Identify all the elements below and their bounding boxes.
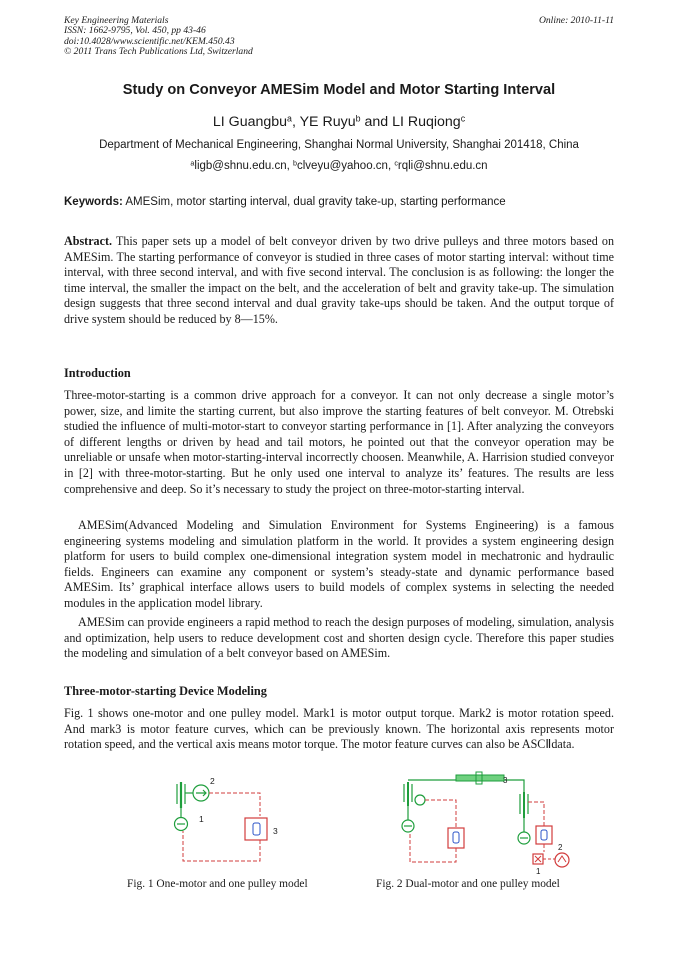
modeling-heading: Three-motor-starting Device Modeling	[64, 684, 267, 698]
modeling-paragraph: Fig. 1 shows one-motor and one pulley model. Mark1 is motor output torque. Mark2 is motor rotation speed. And mark3 is motor feature curves, which can be previously known. The horizontal axis represents motor rotation speed, and the vertical axis means motor torque. The motor feature curves can also be ASCⅡdata.	[64, 706, 614, 752]
fig1-signal-line-top	[209, 793, 260, 816]
journal-name: Key Engineering Materials	[64, 15, 169, 26]
fig2-output-sensor-glyph	[558, 856, 566, 862]
keywords-label: Keywords:	[64, 196, 123, 208]
email-3-mark: c	[394, 159, 398, 168]
figure-2-caption: Fig. 2 Dual-motor and one pulley model	[376, 878, 560, 890]
fig2-label-1: 1	[536, 867, 541, 876]
intro-paragraph-2: AMESim(Advanced Modeling and Simulation Environment for Systems Engineering) is a famous engineering systems modeling and simulation platform in the world. It provides a system engineering design platform for users to build complex one-dimensional integration system model in mechatronic and hydraulic fields. Engineers can examine any component or system’s steady-state and dynamic performance based AMESim. Its’ graphical interface allows users to build models of complex systems in selecting the needed modules in the application model library.	[64, 518, 614, 610]
fig2-signal-1-top	[425, 800, 456, 828]
email-1-mark: a	[190, 159, 195, 168]
fig2-motor-links	[408, 806, 524, 832]
journal-header	[64, 16, 253, 57]
email-separator: ,	[387, 160, 395, 172]
abstract-text: This paper sets up a model of belt conveyor driven by two drive pulleys and three motors based on AMESim. The starting performance of conveyor is studied in three cases of motor starting interval: without time interval, with three second interval, and with five second interval. The conclusion is as following: the longer the time interval, the smaller the impact on the belt, and the acceleration of belt and gravity take-up. The simulation design suggests that three second interval and dual gravity take-ups should be taken. And the output torque of drive system should be reduced by 8—15%.	[64, 234, 614, 326]
author-line	[0, 114, 678, 130]
fig2-signal-2-top	[528, 802, 544, 826]
doi-line: doi:10.4028/www.scientific.net/KEM.450.43	[64, 35, 235, 47]
affiliation: Department of Mechanical Engineering, Shanghai Normal University, Shanghai 201418, China	[99, 139, 579, 151]
introduction-heading: Introduction	[64, 366, 131, 380]
figure-1-caption: Fig. 1 One-motor and one pulley model	[127, 878, 308, 890]
author-2: YE Ruyu	[299, 114, 356, 130]
fig1-label-2: 2	[210, 778, 215, 786]
author-3-mark: c	[460, 113, 466, 124]
issn-line: ISSN: 1662-9795, Vol. 450, pp 43-46	[64, 25, 206, 37]
email-2-mark: b	[293, 159, 297, 168]
fig2-belt-block	[456, 775, 504, 781]
email-2[interactable]: clveyu@yahoo.cn	[297, 160, 388, 172]
copyright-line: © 2011 Trans Tech Publications Ltd, Switzerland	[64, 45, 253, 57]
email-line	[0, 160, 678, 172]
keywords	[64, 196, 506, 208]
author-2-mark: b	[355, 113, 361, 124]
fig2-feature-block-2	[536, 826, 552, 844]
online-date: Online: 2010-11-11	[538, 15, 614, 26]
fig1-label-1: 1	[199, 814, 204, 824]
email-3[interactable]: rqli@shnu.edu.cn	[397, 160, 488, 172]
fig1-label-3: 3	[273, 826, 278, 836]
fig2-label-2: 2	[558, 843, 563, 852]
fig2-label-3: 3	[503, 776, 508, 785]
fig1-feature-block	[245, 818, 267, 840]
author-1: LI Guangbu	[212, 114, 288, 130]
intro-paragraph-1: Three-motor-starting is a common drive approach for a conveyor. It can not only decrease a single motor’s power, size, and limite the starting current, but also improve the starting features of belt conveyor. M. Otrebski studied the influence of multi-motor-start to conveyor starting performance in [1]. After analyzing the conveyors of different lengths or driven by head and tail motors, he pointed out that the conveyor operation may be unreliable or unsafe when motor-starting-interval incorrectly choosen. Meanwhile, A. Harrision studied conveyor in [2] with three-motor-starting. But he only used one interval to analyze its’ features. The results are less comprehensive and deep. So it’s necessary to study the project on three-motor-starting interval.	[64, 388, 614, 496]
figure-2-diagram	[396, 770, 586, 876]
abstract	[64, 234, 614, 328]
keywords-text: AMESim, motor starting interval, dual gravity take-up, starting performance	[122, 196, 506, 208]
author-1-mark: a	[287, 113, 292, 124]
fig2-feature-block-1	[448, 828, 464, 848]
email-separator: ,	[286, 160, 294, 172]
author-separator: ,	[291, 114, 300, 130]
abstract-label: Abstract.	[64, 234, 113, 248]
author-3: LI Ruqiong	[392, 114, 461, 130]
figure-1-diagram	[170, 778, 290, 872]
paper-title: Study on Conveyor AMESim Model and Motor Starting Interval	[122, 82, 556, 98]
fig1-sensor-arrow	[196, 790, 206, 796]
fig2-speed-sensor	[415, 795, 425, 805]
intro-paragraph-3: AMESim can provide engineers a rapid method to reach the design purposes of modeling, simulation, analysis and optimization, help users to reduce development cost and shorten design cycle. Therefore this paper studies the modeling and simulation of a belt conveyor based on AMESim.	[64, 615, 614, 661]
author-and: and	[360, 114, 393, 130]
email-1[interactable]: ligb@shnu.edu.cn	[194, 160, 287, 172]
